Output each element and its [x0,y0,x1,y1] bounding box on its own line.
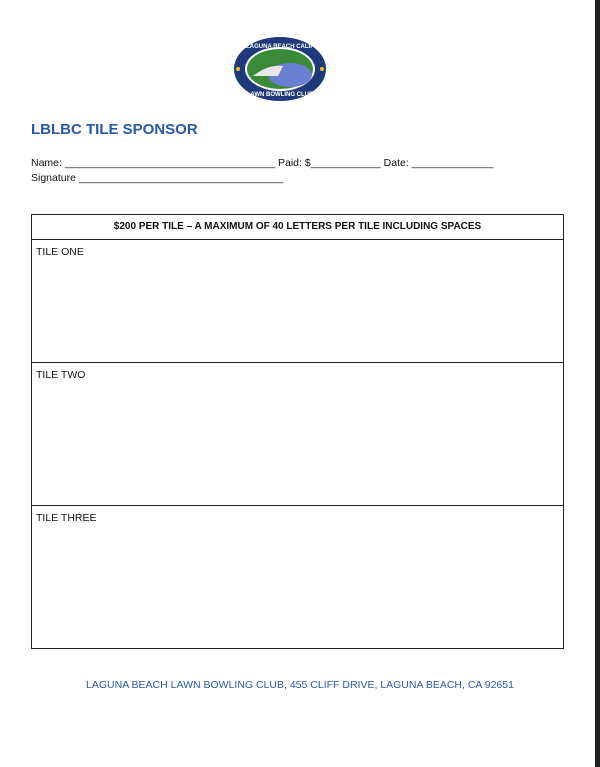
tile-label: TILE TWO [36,369,86,381]
signature-line[interactable]: Signature ___________________________________ [31,172,284,184]
table-header: $200 PER TILE – A MAXIMUM OF 40 LETTERS PER TILE INCLUDING SPACES [32,215,563,240]
window-edge [595,0,600,767]
tile-two-box[interactable] [32,363,563,506]
tile-one-box[interactable] [32,240,563,363]
footer-address: LAGUNA BEACH LAWN BOWLING CLUB, 455 CLIFF DRIVE, LAGUNA BEACH, CA 92651 [86,679,514,691]
svg-text:LAGUNA BEACH CALIF: LAGUNA BEACH CALIF [246,44,314,50]
club-logo [233,36,327,102]
tile-table [31,214,564,649]
tile-three-box[interactable] [32,506,563,647]
tile-label: TILE THREE [36,512,97,524]
tile-label: TILE ONE [36,246,84,258]
svg-text:LAWN BOWLING CLUB: LAWN BOWLING CLUB [246,92,314,98]
page-title: LBLBC TILE SPONSOR [31,121,198,138]
name-paid-date-line[interactable]: Name: ____________________________________ Paid: $____________ Date: ______________ [31,157,494,169]
